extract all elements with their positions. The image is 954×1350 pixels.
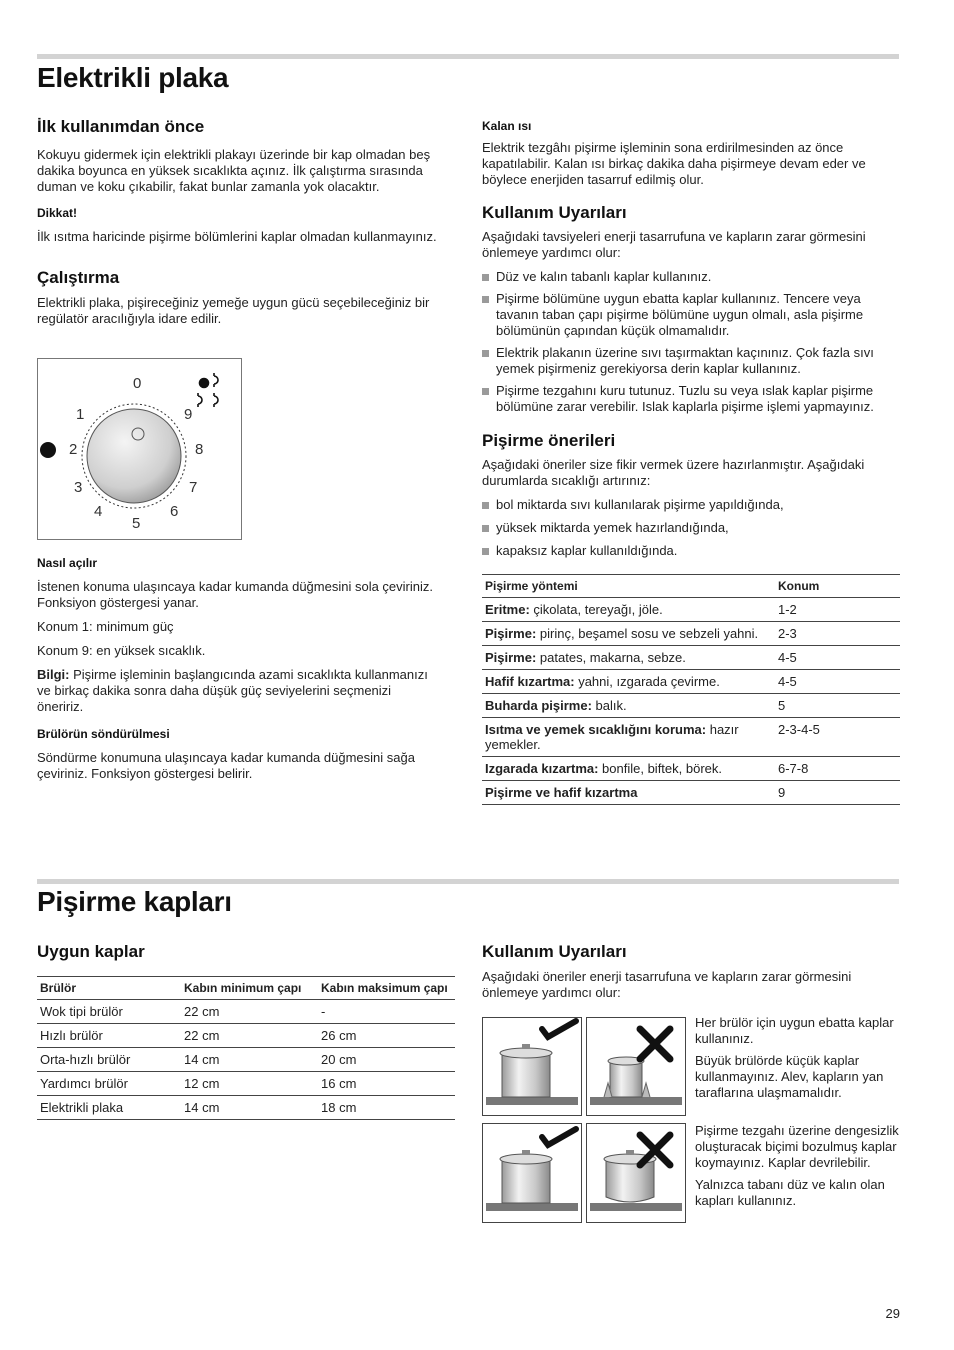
knob-illustration <box>37 358 242 540</box>
table-cell: Yardımcı brülör <box>37 1072 181 1096</box>
table-cell: Wok tipi brülör <box>37 1000 181 1024</box>
oneri-list <box>482 497 900 559</box>
method-bold: Buharda pişirme: <box>485 698 592 713</box>
list-item: Elektrik plakanın üzerine sıvı taşırmaktan kaçınınız. Çok fazla sıvı yemek pişirmeniz gerekiyorsa derin kaplar kullanınız. <box>482 345 900 377</box>
bilgi-label: Bilgi: <box>37 667 70 682</box>
list-item: Pişirme tezgahını kuru tutunuz. Tuzlu su veya ıslak kaplar pişirme bölümüne zarar verebilir. Islak kaplarla pişirme işlemi yapmayınız. <box>482 383 900 415</box>
nasil-acilir-text: İstenen konuma ulaşıncaya kadar kumanda düğmesini sola çeviriniz. Fonksiyon göstergesi yanar. <box>37 579 433 610</box>
table-header: Pişirme yöntemi <box>482 575 775 598</box>
knob-number: 0 <box>133 375 142 392</box>
method-rest: yahni, ızgarada çevirme. <box>574 674 720 689</box>
konum-1-text: Konum 1: minimum güç <box>37 619 174 634</box>
table-header: Konum <box>775 575 900 598</box>
konum-cell: 2-3-4-5 <box>775 718 900 757</box>
sondurme-text: Söndürme konumuna ulaşıncaya kadar kumanda düğmesini sağa çeviriniz. Fonksiyon göstergesi belirir. <box>37 750 415 781</box>
table-cell: 18 cm <box>318 1096 455 1120</box>
dikkat-text: İlk ısıtma haricinde pişirme bölümlerini kaplar olmadan kullanmayınız. <box>37 229 437 244</box>
section-rule-mid <box>37 879 899 884</box>
knob-number: 1 <box>76 406 85 423</box>
knob-number: 5 <box>132 515 141 532</box>
right-column-1 <box>482 119 900 805</box>
method-bold: Izgarada kızartma: <box>485 761 599 776</box>
knob-number: 3 <box>74 479 83 496</box>
uyari-list-1 <box>482 269 900 415</box>
table-cell: 20 cm <box>318 1048 455 1072</box>
table-row <box>482 622 900 646</box>
left-column-2 <box>37 942 455 1120</box>
heading-kullanim-uyarilari-2: Kullanım Uyarıları <box>482 942 627 961</box>
table-row <box>482 781 900 805</box>
knob-number: 6 <box>170 503 179 520</box>
list-item: Düz ve kalın tabanlı kaplar kullanınız. <box>482 269 900 285</box>
method-bold: Pişirme ve hafif kızartma <box>485 785 638 800</box>
left-column-1 <box>37 117 437 327</box>
table-row <box>482 694 900 718</box>
method-bold: Pişirme: <box>485 650 537 665</box>
knob-number: 7 <box>189 479 198 496</box>
method-bold: Eritme: <box>485 602 530 617</box>
burner-symbol-icon <box>198 373 218 407</box>
note-2: Büyük brülörde küçük kaplar kullanmayınız. Alev, kapların yan taraflarına ulaşmamalıdır. <box>695 1053 884 1100</box>
table-cell: Orta-hızlı brülör <box>37 1048 181 1072</box>
table-row <box>482 718 900 757</box>
method-rest: çikolata, tereyağı, jöle. <box>529 602 663 617</box>
method-rest: balık. <box>591 698 627 713</box>
method-rest: pirinç, beşamel sosu ve sebzeli yahni. <box>536 626 759 641</box>
table-row <box>482 757 900 781</box>
kalan-isi-text: Elektrik tezgâhı pişirme işleminin sona erdirilmesinden az önce kapatılabilir. Kalan ısı birkaç dakika daha pişirmeye devam eder ve böylece enerjiden tasarruf edilmiş olur. <box>482 140 866 187</box>
konum-cell: 5 <box>775 694 900 718</box>
table-cell: Hızlı brülör <box>37 1024 181 1048</box>
ilk-kullanim-text: Kokuyu gidermek için elektrikli plakayı üzerinde bir kap olmadan beş dakika boyunca en yüksek sıcaklıkta açınız. İlk çalıştırma sırasında duman ve koku çıkabilir, fakat bunlar zamanla yok olacaktır. <box>37 147 431 194</box>
list-item: kapaksız kaplar kullanıldığında. <box>482 543 900 559</box>
knob-number: 9 <box>184 406 193 423</box>
table-header: Brülör <box>37 977 181 1000</box>
uyari-intro-2: Aşağıdaki öneriler enerji tasarrufuna ve kapların zarar görmesini önlemeye yardımcı olur: <box>482 969 852 1000</box>
uyari-intro-1: Aşağıdaki tavsiyeleri enerji tasarrufuna ve kapların zarar görmesini önlemeye yardımcı olur: <box>482 229 866 260</box>
table-row <box>37 1048 455 1072</box>
oneri-intro: Aşağıdaki öneriler size fikir vermek üzere hazırlanmıştır. Aşağıdaki durumlarda sıcaklığı artırınız: <box>482 457 865 488</box>
table-row <box>37 1024 455 1048</box>
table-cell: 14 cm <box>181 1096 318 1120</box>
list-item: bol miktarda sıvı kullanılarak pişirme yapıldığında, <box>482 497 900 513</box>
method-bold: Pişirme: <box>485 626 537 641</box>
table-row <box>482 670 900 694</box>
method-bold: Hafif kızartma: <box>485 674 575 689</box>
heading-sondurme: Brülörün söndürülmesi <box>37 727 170 741</box>
konum-cell: 4-5 <box>775 646 900 670</box>
note-3: Pişirme tezgahı üzerine dengesizlik oluşturacak biçimi bozulmuş kaplar koymayınız. Kaplar devrilebilir. <box>695 1123 899 1170</box>
table-cell: 22 cm <box>181 1000 318 1024</box>
konum-cell: 2-3 <box>775 622 900 646</box>
pot-illustrations <box>482 1017 687 1223</box>
heading-uygun-kaplar: Uygun kaplar <box>37 942 145 961</box>
knob-number: 2 <box>69 441 78 458</box>
heading-kullanim-uyarilari-1: Kullanım Uyarıları <box>482 203 627 222</box>
bilgi-paragraph <box>37 667 437 715</box>
table-row <box>482 598 900 622</box>
note-4: Yalnızca tabanı düz ve kalın olan kapları kullanınız. <box>695 1177 885 1208</box>
pisirme-table <box>482 574 900 805</box>
knob-number: 8 <box>195 441 204 458</box>
heading-kalan-isi: Kalan ısı <box>482 119 532 133</box>
konum-9-text: Konum 9: en yüksek sıcaklık. <box>37 643 206 658</box>
section-rule-top <box>37 54 899 59</box>
table-header: Kabın minimum çapı <box>181 977 318 1000</box>
heading-calistirma: Çalıştırma <box>37 268 120 287</box>
bilgi-text: Pişirme işleminin başlangıcında azami sıcaklıkta kullanmanızı ve birkaç dakika sonra daha düşük güç seviyelerini seçmenizi öneririz. <box>37 667 428 714</box>
table-row <box>37 1072 455 1096</box>
control-knob-icon <box>38 359 241 539</box>
table-cell: 14 cm <box>181 1048 318 1072</box>
note-1: Her brülör için uygun ebatta kaplar kullanınız. <box>695 1015 894 1046</box>
table-cell: 26 cm <box>318 1024 455 1048</box>
left-column-1b <box>37 556 437 782</box>
table-cell: 22 cm <box>181 1024 318 1048</box>
method-bold: Isıtma ve yemek sıcaklığını koruma: <box>485 722 707 737</box>
table-row <box>482 646 900 670</box>
method-rest: patates, makarna, sebze. <box>536 650 686 665</box>
list-item: yüksek miktarda yemek hazırlandığında, <box>482 520 900 536</box>
table-row <box>37 1096 455 1120</box>
section-title-elektrikli-plaka: Elektrikli plaka <box>37 62 229 93</box>
heading-ilk-kullanim: İlk kullanımdan önce <box>37 117 205 136</box>
method-rest: bonfile, biftek, börek. <box>598 761 723 776</box>
table-header: Kabın maksimum çapı <box>318 977 455 1000</box>
table-cell: 16 cm <box>318 1072 455 1096</box>
calistirma-text: Elektrikli plaka, pişireceğiniz yemeğe uygun gücü seçebileceğiniz bir regülatör aracılığıyla idare edilir. <box>37 295 430 326</box>
konum-cell: 9 <box>775 781 900 805</box>
heading-pisirme-onerileri: Pişirme önerileri <box>482 431 616 450</box>
page-number: 29 <box>885 1306 900 1321</box>
method-rest: hazır yemekler. <box>485 722 739 752</box>
knob-number: 4 <box>94 503 103 520</box>
table-cell: - <box>318 1000 455 1024</box>
section-title-pisirme-kaplari: Pişirme kapları <box>37 886 232 917</box>
table-cell: Elektrikli plaka <box>37 1096 181 1120</box>
dikkat-label: Dikkat! <box>37 206 78 220</box>
table-row <box>37 1000 455 1024</box>
uygun-kaplar-table <box>37 976 455 1120</box>
table-cell: 12 cm <box>181 1072 318 1096</box>
indicator-dot-icon <box>40 442 56 458</box>
pot-notes <box>695 1015 900 1209</box>
konum-cell: 6-7-8 <box>775 757 900 781</box>
konum-cell: 4-5 <box>775 670 900 694</box>
right-column-2 <box>482 942 900 1001</box>
list-item: Pişirme bölümüne uygun ebatta kaplar kullanınız. Tencere veya tavanın taban çapı pişirme bölümüne uygun olmalı, asla pişirme bölümünün çapından küçük olmamalıdır. <box>482 291 900 339</box>
konum-cell: 1-2 <box>775 598 900 622</box>
heading-nasil-acilir: Nasıl açılır <box>37 556 98 570</box>
